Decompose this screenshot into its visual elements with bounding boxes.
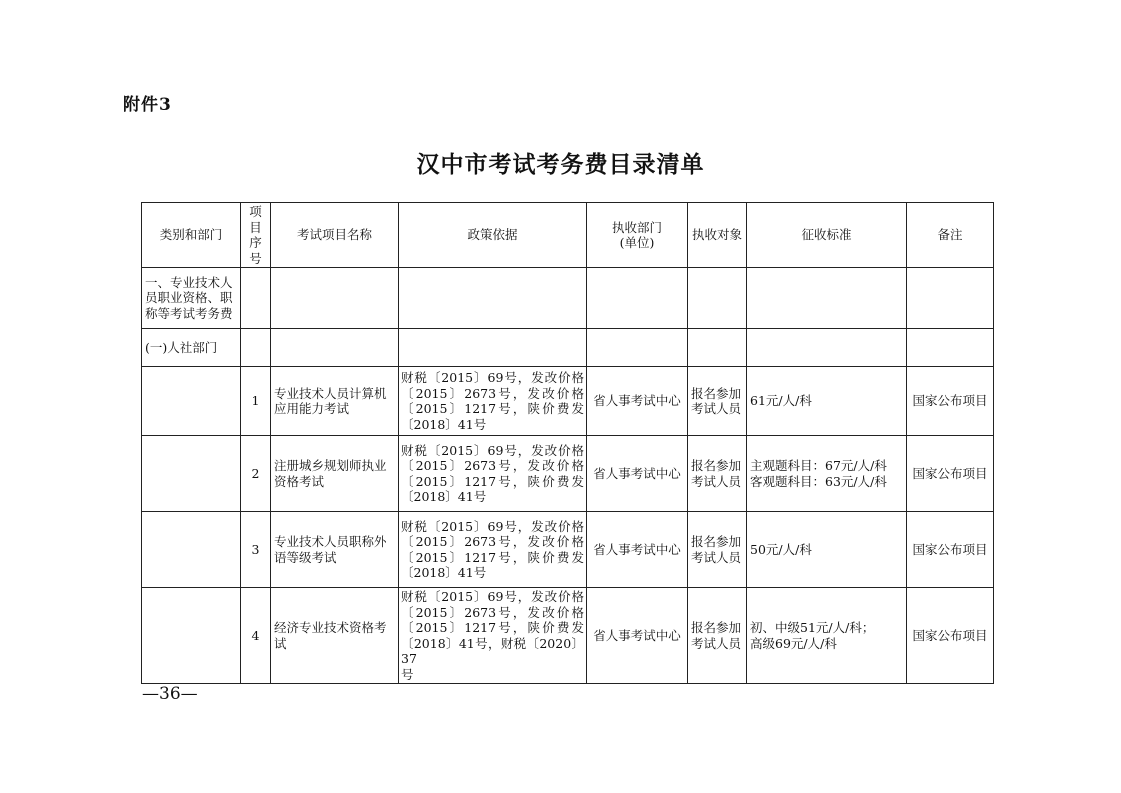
- target-line: 报名参加: [691, 620, 742, 635]
- row-exam-name: [271, 588, 399, 684]
- row-target: [688, 588, 747, 684]
- header-seq-line: 序号: [249, 235, 262, 266]
- row-standard: [747, 367, 907, 436]
- empty-cell: [142, 512, 241, 588]
- exam-name-line: 应用能力考试: [274, 401, 350, 416]
- row-policy: [399, 588, 587, 684]
- policy-line: 〔2015〕1217号，陕价费发: [401, 401, 584, 416]
- row-remark: 国家公布项目: [907, 367, 994, 436]
- empty-cell: [399, 268, 587, 329]
- category-label-line: 员职业资格、职: [145, 290, 233, 306]
- header-dept: [587, 203, 688, 268]
- header-category: 类别和部门: [142, 203, 241, 268]
- row-standard: [747, 436, 907, 512]
- header-seq-line: 项目: [249, 204, 262, 235]
- policy-line: 〔2018〕41号: [401, 565, 487, 580]
- row-exam-name: [271, 367, 399, 436]
- row-dept: 省人事考试中心: [587, 436, 688, 512]
- target-line: 考试人员: [691, 549, 742, 565]
- policy-line: 〔2015〕1217号，陕价费发: [401, 620, 584, 635]
- header-policy: 政策依据: [399, 203, 587, 268]
- policy-line: 〔2015〕1217号，陕价费发: [401, 549, 584, 565]
- exam-name-line: 专业技术人员计算机: [274, 385, 387, 401]
- dept-label: (一)人社部门: [142, 329, 241, 367]
- empty-cell: [241, 329, 271, 367]
- exam-name-line: 注册城乡规划师执业: [274, 458, 387, 473]
- row-dept: 省人事考试中心: [587, 512, 688, 588]
- dept-row: [142, 329, 994, 367]
- target-line: 报名参加: [691, 534, 742, 549]
- standard-line: 61元/人/科: [750, 393, 812, 409]
- policy-line: 〔2018〕41号: [401, 489, 487, 504]
- empty-cell: [907, 268, 994, 329]
- row-seq: 2: [241, 436, 271, 512]
- empty-cell: [271, 329, 399, 367]
- policy-line: 〔2018〕41号: [401, 416, 487, 432]
- document-title: 汉中市考试考务费目录清单: [416, 151, 705, 178]
- policy-line: 〔2015〕2673号，发改价格: [401, 604, 584, 620]
- row-policy: [399, 436, 587, 512]
- row-target: [688, 512, 747, 588]
- row-exam-name: [271, 512, 399, 588]
- empty-cell: [399, 329, 587, 367]
- empty-cell: [271, 268, 399, 329]
- policy-line: 财税〔2015〕69号，发改价格: [401, 442, 584, 458]
- row-standard: [747, 512, 907, 588]
- policy-line: 〔2015〕2673号，发改价格: [401, 534, 584, 549]
- header-dept-line: (单位): [619, 235, 655, 250]
- header-exam-name: 考试项目名称: [271, 203, 399, 268]
- row-dept: 省人事考试中心: [587, 588, 688, 684]
- target-line: 报名参加: [691, 385, 742, 401]
- exam-name-line: 语等级考试: [274, 549, 337, 565]
- empty-cell: [907, 329, 994, 367]
- table-row: [142, 588, 994, 684]
- row-dept: 省人事考试中心: [587, 367, 688, 436]
- exam-name-line: 经济专业技术资格考: [274, 620, 387, 635]
- row-seq: 1: [241, 367, 271, 436]
- row-exam-name: [271, 436, 399, 512]
- standard-line: 50元/人/科: [750, 541, 812, 557]
- header-dept-line: 执收部门: [611, 219, 662, 235]
- empty-cell: [688, 268, 747, 329]
- policy-line: 〔2015〕1217号，陕价费发: [401, 473, 584, 489]
- category-label: [142, 268, 241, 329]
- table-row: [142, 512, 994, 588]
- row-seq: 4: [241, 588, 271, 684]
- row-remark: 国家公布项目: [907, 588, 994, 684]
- header-remark: 备注: [907, 203, 994, 268]
- target-line: 考试人员: [691, 473, 742, 489]
- attachment-label: 附件3: [123, 95, 172, 115]
- empty-cell: [747, 268, 907, 329]
- empty-cell: [142, 588, 241, 684]
- page-number: —36—: [142, 684, 198, 704]
- empty-cell: [142, 436, 241, 512]
- empty-cell: [587, 329, 688, 367]
- header-seq: [241, 203, 271, 268]
- empty-cell: [747, 329, 907, 367]
- target-line: 考试人员: [691, 401, 742, 416]
- policy-line: 〔2015〕2673号，发改价格: [401, 458, 584, 473]
- empty-cell: [241, 268, 271, 329]
- empty-cell: [142, 367, 241, 436]
- policy-line: 财税〔2015〕69号，发改价格: [401, 589, 584, 604]
- row-policy: [399, 512, 587, 588]
- empty-cell: [587, 268, 688, 329]
- standard-line: 客观题科目：63元/人/科: [750, 473, 887, 489]
- policy-line: 号: [401, 666, 414, 682]
- standard-line: 高级69元/人/科: [750, 635, 837, 651]
- table-row: [142, 367, 994, 436]
- target-line: 考试人员: [691, 635, 742, 651]
- row-standard: [747, 588, 907, 684]
- category-label-line: 称等考试考务费: [145, 305, 233, 321]
- empty-cell: [688, 329, 747, 367]
- category-row: [142, 268, 994, 329]
- standard-line: 初、中级51元/人/科；: [750, 620, 875, 635]
- exam-name-line: 试: [274, 635, 287, 651]
- row-policy: [399, 367, 587, 436]
- row-target: [688, 367, 747, 436]
- row-target: [688, 436, 747, 512]
- exam-name-line: 专业技术人员职称外: [274, 534, 387, 549]
- table-row: [142, 436, 994, 512]
- header-standard: 征收标准: [747, 203, 907, 268]
- policy-line: 〔2015〕2673号，发改价格: [401, 385, 584, 401]
- policy-line: 财税〔2015〕69号，发改价格: [401, 370, 584, 385]
- policy-line: 〔2018〕41号，财税〔2020〕37: [401, 635, 584, 666]
- header-target: 执收对象: [688, 203, 747, 268]
- row-seq: 3: [241, 512, 271, 588]
- target-line: 报名参加: [691, 458, 742, 473]
- row-remark: 国家公布项目: [907, 512, 994, 588]
- row-remark: 国家公布项目: [907, 436, 994, 512]
- header-row: [142, 203, 994, 268]
- exam-name-line: 资格考试: [274, 473, 325, 489]
- category-label-line: 一、专业技术人: [145, 274, 233, 290]
- standard-line: 主观题科目：67元/人/科: [750, 458, 887, 473]
- policy-line: 财税〔2015〕69号，发改价格: [401, 518, 584, 534]
- fee-catalog-table: [141, 202, 994, 684]
